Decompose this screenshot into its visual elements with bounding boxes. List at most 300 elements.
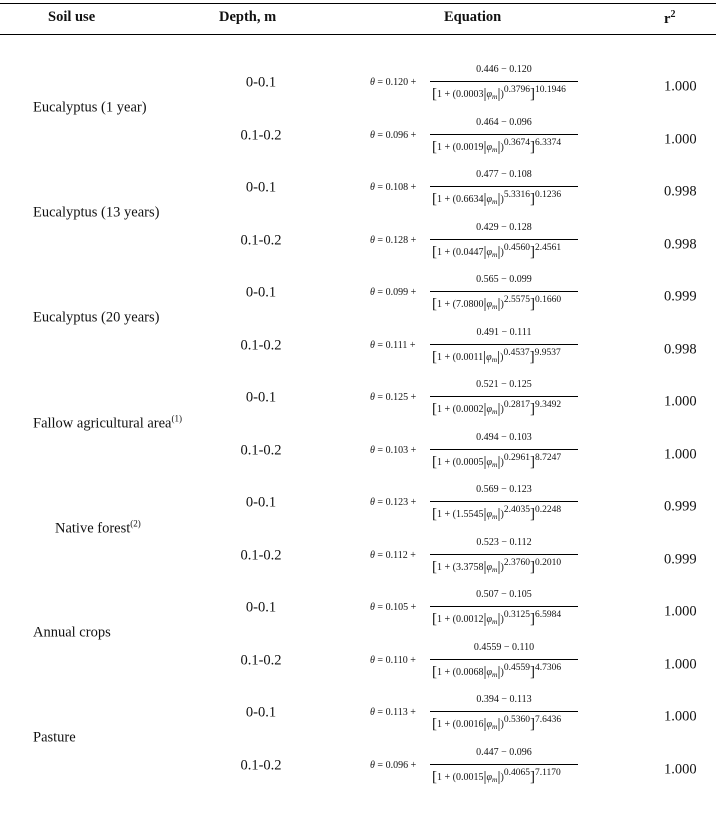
equals-sign: = <box>374 497 386 508</box>
soil-use-footnote: (1) <box>171 413 182 424</box>
header-r2-sup: 2 <box>670 9 676 20</box>
r2-cell: 1.000 <box>664 446 697 463</box>
theta-r: 0.108 <box>385 182 409 193</box>
phi-symbol: φ <box>486 772 493 783</box>
m-exponent: 2.4561 <box>534 243 562 253</box>
depth-cell: 0-0.1 <box>245 599 277 616</box>
equation-denominator <box>432 715 561 732</box>
plus-sign: + <box>408 235 417 246</box>
plus-sign: + <box>407 655 416 666</box>
equation-lhs <box>370 550 416 561</box>
right-bracket: ] <box>529 244 535 260</box>
one: 1 + ( <box>437 562 456 573</box>
n-exponent: 0.4560 <box>503 243 530 253</box>
theta-symbol: θ <box>370 287 375 298</box>
one: 1 + ( <box>437 614 456 625</box>
abs-open: | <box>483 244 487 260</box>
left-bracket: [ <box>432 769 437 785</box>
equation-numerator: 0.521 − 0.125 <box>476 379 532 390</box>
close-paren: ) <box>500 194 504 205</box>
phi-subscript: m <box>492 92 498 101</box>
header-depth: Depth, m <box>219 9 277 25</box>
equation-denominator <box>432 243 561 260</box>
equation-denominator <box>432 400 561 417</box>
phi-subscript: m <box>492 512 498 521</box>
r2-cell: 1.000 <box>664 708 697 725</box>
equation-denominator <box>432 295 561 312</box>
phi-symbol: φ <box>486 509 493 520</box>
theta-r: 0.123 <box>385 497 409 508</box>
soil-use-name: Pasture <box>33 729 76 745</box>
fraction-bar <box>430 396 578 397</box>
right-bracket: ] <box>529 506 535 522</box>
theta-symbol: θ <box>370 550 375 561</box>
one: 1 + ( <box>437 89 456 100</box>
equation-lhs <box>370 235 416 246</box>
equation-numerator: 0.491 − 0.111 <box>476 327 532 338</box>
one: 1 + ( <box>437 299 456 310</box>
m-exponent: 0.1660 <box>534 295 562 305</box>
n-exponent: 2.5575 <box>503 295 530 305</box>
m-exponent: 7.6436 <box>534 715 562 725</box>
m-exponent: 0.2010 <box>534 558 562 568</box>
equation-numerator: 0.447 − 0.096 <box>476 747 532 758</box>
phi-symbol: φ <box>486 247 493 258</box>
right-bracket: ] <box>529 401 535 417</box>
soil-use-name: Eucalyptus (20 years) <box>33 309 160 325</box>
close-paren: ) <box>500 772 504 783</box>
phi-symbol: φ <box>486 142 493 153</box>
theta-symbol: θ <box>370 182 375 193</box>
fraction-bar <box>430 81 578 82</box>
left-bracket: [ <box>432 559 437 575</box>
m-exponent: 9.3492 <box>534 400 562 410</box>
equation-lhs <box>370 760 416 771</box>
close-paren: ) <box>500 404 504 415</box>
fraction-bar <box>430 291 578 292</box>
r2-cell: 1.000 <box>664 131 697 148</box>
abs-close: | <box>497 716 501 732</box>
right-bracket: ] <box>529 769 535 785</box>
theta-symbol: θ <box>370 497 375 508</box>
equation-lhs <box>370 655 416 666</box>
plus-sign: + <box>407 707 416 718</box>
abs-open: | <box>483 716 487 732</box>
right-bracket: ] <box>529 349 535 365</box>
n-exponent: 0.2817 <box>503 400 530 410</box>
alpha-value: 0.0068 <box>455 667 484 678</box>
n-exponent: 2.3760 <box>503 558 530 568</box>
abs-open: | <box>483 349 487 365</box>
left-bracket: [ <box>432 664 437 680</box>
equation-numerator: 0.569 − 0.123 <box>476 484 532 495</box>
theta-symbol: θ <box>370 340 375 351</box>
equals-sign: = <box>374 550 386 561</box>
right-bracket: ] <box>529 559 535 575</box>
alpha-value: 3.3758 <box>455 562 484 573</box>
right-bracket: ] <box>529 611 535 627</box>
abs-open: | <box>483 506 487 522</box>
equation-numerator: 0.429 − 0.128 <box>476 222 532 233</box>
phi-subscript: m <box>492 565 498 574</box>
header-r2 <box>664 9 675 28</box>
alpha-value: 1.5545 <box>455 509 484 520</box>
phi-subscript: m <box>492 197 498 206</box>
close-paren: ) <box>500 299 504 310</box>
abs-close: | <box>497 349 501 365</box>
alpha-value: 0.0019 <box>455 142 484 153</box>
equals-sign: = <box>374 340 386 351</box>
fraction-bar <box>430 239 578 240</box>
alpha-value: 0.0016 <box>455 719 484 730</box>
plus-sign: + <box>408 182 417 193</box>
equation-lhs <box>370 707 416 718</box>
phi-symbol: φ <box>486 457 493 468</box>
fraction-bar <box>430 554 578 555</box>
alpha-value: 0.6634 <box>455 194 484 205</box>
one: 1 + ( <box>437 404 456 415</box>
equation-lhs <box>370 287 416 298</box>
plus-sign: + <box>408 130 417 141</box>
depth-cell: 0-0.1 <box>245 284 277 301</box>
depth-cell: 0.1-0.2 <box>240 127 282 144</box>
fraction-bar <box>430 659 578 660</box>
close-paren: ) <box>500 667 504 678</box>
fraction-bar <box>430 501 578 502</box>
m-exponent: 7.1170 <box>534 768 561 778</box>
phi-subscript: m <box>492 250 498 259</box>
plus-sign: + <box>407 340 416 351</box>
equation-numerator: 0.464 − 0.096 <box>476 117 532 128</box>
equation-lhs <box>370 602 416 613</box>
theta-r: 0.120 <box>385 77 409 88</box>
equals-sign: = <box>374 287 386 298</box>
m-exponent: 0.2248 <box>534 505 562 515</box>
phi-subscript: m <box>492 722 498 731</box>
abs-close: | <box>497 296 501 312</box>
equation-denominator <box>432 768 561 785</box>
m-exponent: 8.7247 <box>534 453 562 463</box>
plus-sign: + <box>407 550 416 561</box>
depth-cell: 0.1-0.2 <box>240 652 282 669</box>
abs-close: | <box>497 769 501 785</box>
left-bracket: [ <box>432 506 437 522</box>
equation-lhs <box>370 182 416 193</box>
equation-lhs <box>370 445 416 456</box>
theta-r: 0.103 <box>385 445 409 456</box>
equation-denominator <box>432 610 561 627</box>
equation-denominator <box>432 348 561 365</box>
equation-numerator: 0.494 − 0.103 <box>476 432 532 443</box>
m-exponent: 6.3374 <box>534 138 562 148</box>
depth-cell: 0.1-0.2 <box>240 442 282 459</box>
m-exponent: 4.7306 <box>534 663 562 673</box>
right-bracket: ] <box>529 191 535 207</box>
theta-symbol: θ <box>370 602 375 613</box>
left-bracket: [ <box>432 611 437 627</box>
header-equation: Equation <box>444 9 502 25</box>
left-bracket: [ <box>432 716 437 732</box>
theta-symbol: θ <box>370 235 375 246</box>
right-bracket: ] <box>529 296 535 312</box>
soil-use-label <box>33 624 111 641</box>
fraction-bar <box>430 449 578 450</box>
equation-lhs <box>370 340 415 351</box>
equation-lhs <box>370 497 416 508</box>
alpha-value: 0.0447 <box>455 247 484 258</box>
soil-use-name: Eucalyptus (13 years) <box>33 204 160 220</box>
r2-cell: 0.999 <box>664 288 697 305</box>
abs-close: | <box>497 139 501 155</box>
left-bracket: [ <box>432 401 437 417</box>
equation-denominator <box>432 505 561 522</box>
depth-cell: 0-0.1 <box>245 179 277 196</box>
alpha-value: 0.0002 <box>455 404 484 415</box>
fraction-bar <box>430 344 578 345</box>
alpha-value: 0.0012 <box>455 614 484 625</box>
n-exponent: 0.3674 <box>503 138 530 148</box>
soil-use-label <box>33 309 159 326</box>
equation-numerator: 0.394 − 0.113 <box>476 694 532 705</box>
phi-subscript: m <box>492 775 498 784</box>
theta-symbol: θ <box>370 655 375 666</box>
plus-sign: + <box>408 445 417 456</box>
theta-symbol: θ <box>370 77 375 88</box>
abs-close: | <box>497 401 501 417</box>
depth-cell: 0.1-0.2 <box>240 232 282 249</box>
m-exponent: 10.1946 <box>534 85 566 95</box>
m-exponent: 0.1236 <box>534 190 562 200</box>
equation-denominator <box>432 85 566 102</box>
phi-subscript: m <box>492 407 498 416</box>
one: 1 + ( <box>437 247 456 258</box>
left-bracket: [ <box>432 86 437 102</box>
left-bracket: [ <box>432 191 437 207</box>
r2-cell: 1.000 <box>664 78 697 95</box>
alpha-value: 7.0800 <box>455 299 484 310</box>
soil-use-label <box>33 729 76 746</box>
abs-open: | <box>483 769 487 785</box>
one: 1 + ( <box>437 194 456 205</box>
theta-symbol: θ <box>370 707 375 718</box>
depth-cell: 0.1-0.2 <box>240 337 282 354</box>
left-bracket: [ <box>432 244 437 260</box>
phi-symbol: φ <box>486 404 493 415</box>
n-exponent: 0.3796 <box>503 85 530 95</box>
alpha-value: 0.0011 <box>455 352 484 363</box>
table-header-rule <box>0 34 716 35</box>
abs-close: | <box>497 559 501 575</box>
theta-r: 0.112 <box>385 550 408 561</box>
abs-open: | <box>483 139 487 155</box>
depth-cell: 0-0.1 <box>245 389 277 406</box>
abs-close: | <box>497 191 501 207</box>
equals-sign: = <box>374 707 386 718</box>
r2-cell: 0.998 <box>664 183 697 200</box>
abs-close: | <box>497 664 501 680</box>
alpha-value: 0.0005 <box>455 457 484 468</box>
equation-numerator: 0.446 − 0.120 <box>476 64 532 75</box>
right-bracket: ] <box>529 139 535 155</box>
r2-cell: 0.998 <box>664 341 697 358</box>
left-bracket: [ <box>432 139 437 155</box>
plus-sign: + <box>408 392 417 403</box>
right-bracket: ] <box>529 454 535 470</box>
equation-numerator: 0.565 − 0.099 <box>476 274 532 285</box>
right-bracket: ] <box>529 716 535 732</box>
close-paren: ) <box>500 562 504 573</box>
abs-open: | <box>483 296 487 312</box>
abs-close: | <box>497 611 501 627</box>
theta-symbol: θ <box>370 392 375 403</box>
one: 1 + ( <box>437 142 456 153</box>
abs-close: | <box>497 86 501 102</box>
phi-symbol: φ <box>486 562 493 573</box>
depth-cell: 0-0.1 <box>245 494 277 511</box>
theta-r: 0.125 <box>385 392 409 403</box>
abs-open: | <box>483 86 487 102</box>
equals-sign: = <box>374 77 386 88</box>
abs-open: | <box>483 401 487 417</box>
theta-r: 0.128 <box>385 235 409 246</box>
theta-r: 0.105 <box>385 602 409 613</box>
r2-cell: 0.999 <box>664 498 697 515</box>
equation-numerator: 0.507 − 0.105 <box>476 589 532 600</box>
header-soil-use: Soil use <box>48 9 96 25</box>
equation-denominator <box>432 663 561 680</box>
soil-use-label <box>33 204 159 221</box>
n-exponent: 0.4065 <box>503 768 530 778</box>
plus-sign: + <box>408 287 417 298</box>
theta-symbol: θ <box>370 445 375 456</box>
close-paren: ) <box>500 352 504 363</box>
one: 1 + ( <box>437 509 456 520</box>
fraction-bar <box>430 764 578 765</box>
equals-sign: = <box>374 392 386 403</box>
abs-close: | <box>497 506 501 522</box>
soil-use-footnote: (2) <box>130 518 141 529</box>
depth-cell: 0.1-0.2 <box>240 757 282 774</box>
phi-subscript: m <box>492 670 498 679</box>
r2-cell: 1.000 <box>664 761 697 778</box>
left-bracket: [ <box>432 296 437 312</box>
r2-cell: 1.000 <box>664 656 697 673</box>
equation-numerator: 0.477 − 0.108 <box>476 169 532 180</box>
m-exponent: 9.9537 <box>534 348 561 358</box>
equation-denominator <box>432 558 561 575</box>
phi-symbol: φ <box>486 299 493 310</box>
equals-sign: = <box>374 182 386 193</box>
fraction-bar <box>430 606 578 607</box>
equation-denominator <box>432 138 561 155</box>
equals-sign: = <box>374 655 386 666</box>
left-bracket: [ <box>432 349 437 365</box>
abs-open: | <box>483 559 487 575</box>
fraction-bar <box>430 134 578 135</box>
soil-use-label <box>55 518 141 537</box>
depth-cell: 0-0.1 <box>245 704 277 721</box>
soil-use-name: Native forest <box>55 519 131 536</box>
r2-cell: 1.000 <box>664 393 697 410</box>
abs-close: | <box>497 244 501 260</box>
phi-symbol: φ <box>486 89 493 100</box>
abs-open: | <box>483 191 487 207</box>
close-paren: ) <box>500 89 504 100</box>
table-top-rule <box>0 3 716 4</box>
phi-symbol: φ <box>486 194 493 205</box>
phi-symbol: φ <box>486 667 493 678</box>
plus-sign: + <box>408 77 417 88</box>
n-exponent: 0.4559 <box>503 663 530 673</box>
phi-subscript: m <box>492 145 498 154</box>
one: 1 + ( <box>437 772 456 783</box>
phi-subscript: m <box>492 617 498 626</box>
close-paren: ) <box>500 719 504 730</box>
soil-use-label <box>33 99 147 116</box>
close-paren: ) <box>500 614 504 625</box>
theta-symbol: θ <box>370 130 375 141</box>
n-exponent: 0.5360 <box>503 715 530 725</box>
depth-cell: 0.1-0.2 <box>240 547 282 564</box>
alpha-value: 0.0003 <box>455 89 484 100</box>
close-paren: ) <box>500 247 504 258</box>
theta-r: 0.096 <box>385 130 409 141</box>
phi-subscript: m <box>492 302 498 311</box>
equation-numerator: 0.4559 − 0.110 <box>473 642 535 653</box>
soil-use-name: Annual crops <box>33 624 111 640</box>
equation-lhs <box>370 130 416 141</box>
phi-symbol: φ <box>486 719 493 730</box>
depth-cell: 0-0.1 <box>245 74 277 91</box>
theta-symbol: θ <box>370 760 375 771</box>
equals-sign: = <box>374 760 386 771</box>
equation-lhs <box>370 392 416 403</box>
soil-use-label <box>33 413 182 432</box>
alpha-value: 0.0015 <box>455 772 484 783</box>
right-bracket: ] <box>529 664 535 680</box>
header-r2-base: r <box>664 10 671 27</box>
abs-close: | <box>497 454 501 470</box>
close-paren: ) <box>500 142 504 153</box>
phi-subscript: m <box>491 355 498 364</box>
phi-symbol: φ <box>486 352 492 363</box>
abs-open: | <box>483 454 487 470</box>
one: 1 + ( <box>437 667 456 678</box>
phi-subscript: m <box>492 460 498 469</box>
abs-open: | <box>483 664 487 680</box>
equation-lhs <box>370 77 416 88</box>
close-paren: ) <box>500 457 504 468</box>
m-exponent: 6.5984 <box>534 610 562 620</box>
equals-sign: = <box>374 602 386 613</box>
n-exponent: 0.4537 <box>503 348 530 358</box>
fraction-bar <box>430 711 578 712</box>
equation-numerator: 0.523 − 0.112 <box>476 537 532 548</box>
theta-r: 0.113 <box>385 707 408 718</box>
right-bracket: ] <box>529 86 535 102</box>
n-exponent: 0.3125 <box>503 610 530 620</box>
soil-use-name: Eucalyptus (1 year) <box>33 99 147 115</box>
plus-sign: + <box>408 497 417 508</box>
fraction-bar <box>430 186 578 187</box>
r2-cell: 0.998 <box>664 236 697 253</box>
n-exponent: 5.3316 <box>503 190 530 200</box>
one: 1 + ( <box>437 457 456 468</box>
theta-r: 0.099 <box>385 287 409 298</box>
r2-cell: 0.999 <box>664 551 697 568</box>
close-paren: ) <box>500 509 504 520</box>
soil-use-name: Fallow agricultural area <box>33 414 172 431</box>
